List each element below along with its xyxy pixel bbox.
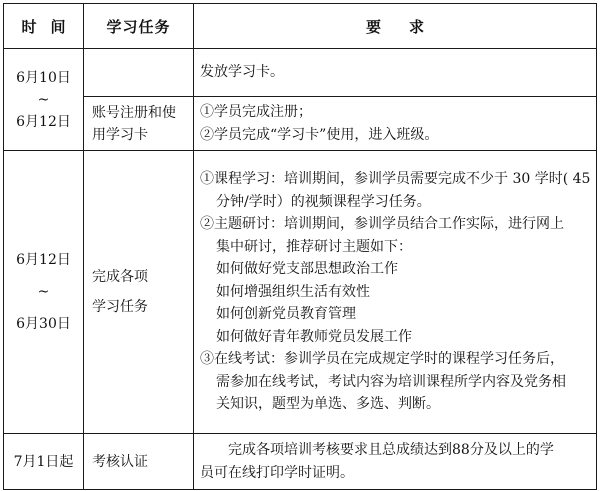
req-cell-2 (194, 151, 597, 434)
time-cell-2 (4, 151, 84, 434)
req-line: 关知识，题型为单选、多选、判断。 (216, 396, 440, 413)
time-cell-3: 7月1日起 (4, 434, 84, 490)
req-line: 如何创新党员教育管理 (216, 306, 356, 323)
time-sep-2: ~ (37, 284, 50, 300)
header-requirements: 要求 (194, 4, 597, 49)
req-line: ①课程学习：培训期间，参训学员需要完成不少于 30 学时( 45 (200, 171, 591, 188)
time-cell-1 (4, 49, 84, 151)
req-line: 完成各项培训考核要求且总成绩达到88分及以上的学 (228, 442, 554, 458)
time-sep-1: ~ (37, 91, 50, 108)
req-line: 如何做好青年教师党员发展工作 (216, 328, 412, 345)
task-cell-1b (84, 97, 194, 151)
table-row (4, 49, 597, 97)
table-row (4, 97, 597, 151)
req-cell-1a (194, 49, 597, 97)
req-cell-3 (194, 434, 597, 490)
req-line: ①学员完成注册； (200, 104, 312, 120)
task-cell-2 (84, 151, 194, 434)
req-line: 集中研讨，推荐研讨主题如下： (216, 238, 412, 255)
req-line: 如何做好党支部思想政治工作 (216, 261, 398, 278)
time-end-1: 6月12日 (16, 113, 71, 130)
table-row (4, 434, 597, 490)
req-text: 发放学习卡。 (200, 64, 284, 81)
training-schedule-table (3, 3, 597, 490)
req-line: 分钟/学时）的视频课程学习任务。 (216, 193, 431, 210)
req-line: ③在线考试：参训学员在完成规定学时的课程学习任务后， (200, 351, 564, 368)
req-line: 员可在线打印学时证明。 (200, 464, 354, 481)
time-end-2: 6月30日 (16, 316, 71, 332)
req-line: 如何增强组织生活有效性 (216, 283, 370, 300)
task-cell-1a (84, 49, 194, 97)
req-line: ②学员完成“学习卡”使用，进入班级。 (200, 126, 439, 143)
task-line: 完成各项 (92, 269, 148, 285)
time-start-2: 6月12日 (16, 252, 71, 268)
task-text: 账号注册和使用学习卡 (92, 104, 176, 143)
header-row (4, 4, 597, 49)
time-start-1: 6月10日 (16, 69, 71, 86)
header-time: 时间 (4, 4, 84, 49)
req-cell-1b (194, 97, 597, 151)
req-line: 需参加在线考试，考试内容为培训课程所学内容及党务相 (216, 373, 566, 390)
req-line: ②主题研讨：培训期间，参训学员结合工作实际，进行网上 (200, 216, 564, 233)
table-row (4, 151, 597, 434)
task-line: 学习任务 (92, 299, 148, 315)
header-task: 学习任务 (84, 4, 194, 49)
task-cell-3: 考核认证 (84, 434, 194, 490)
